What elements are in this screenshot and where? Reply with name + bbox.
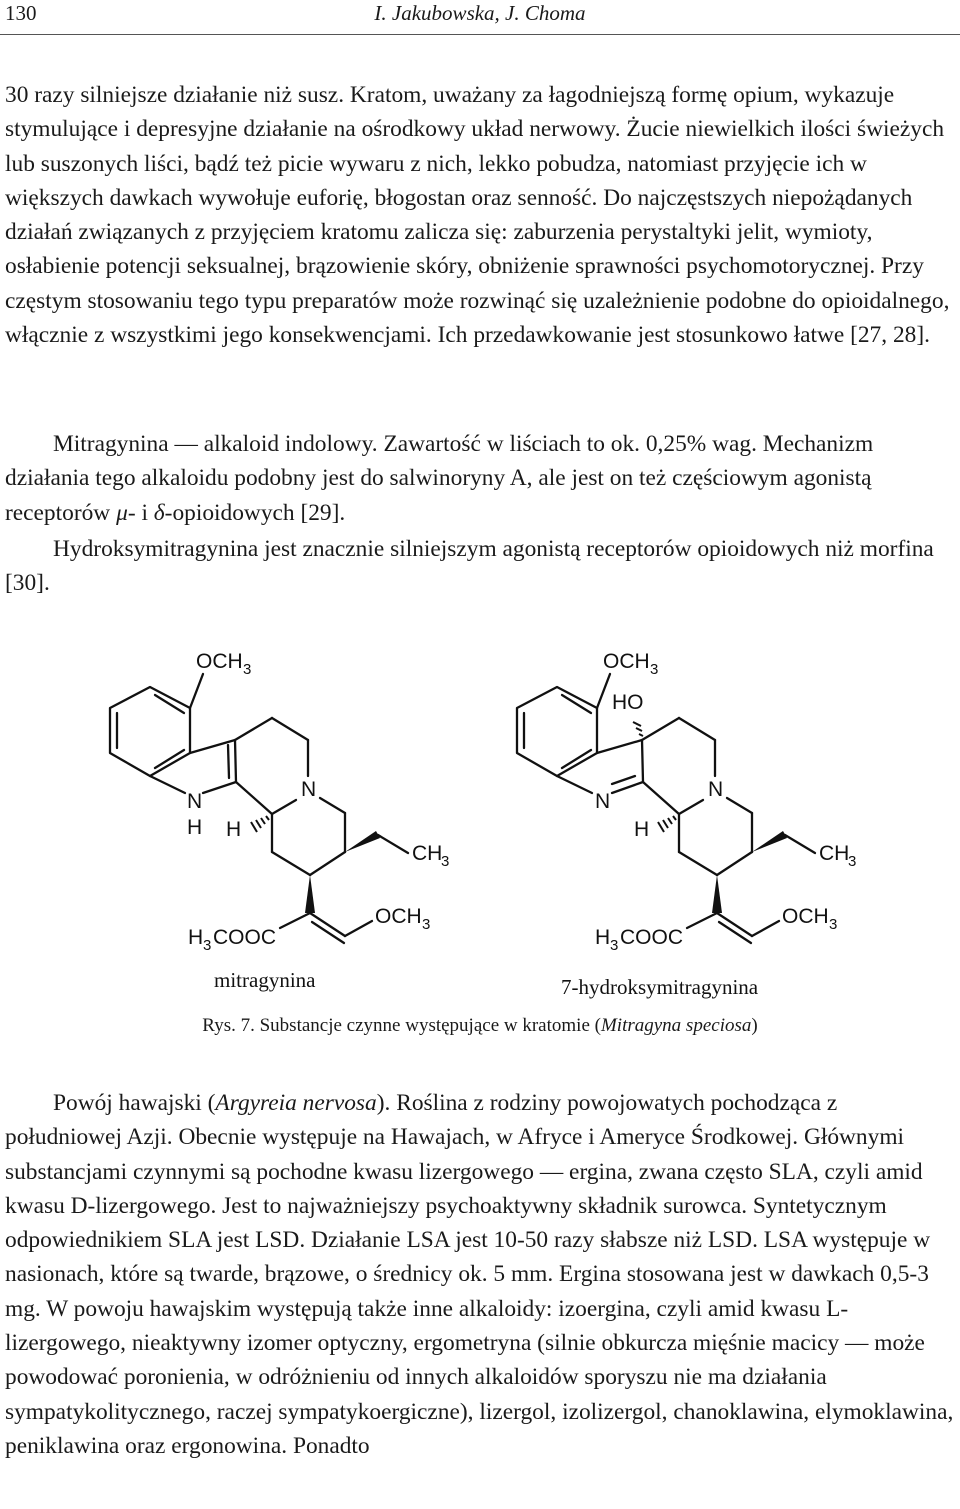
page-header xyxy=(0,0,960,34)
mol1-och3-right: OCH xyxy=(375,905,422,928)
paragraph-mitragynina-end: -opioidowych [29]. xyxy=(164,499,346,526)
paragraph-hydroksymitragynina: Hydroksymitragynina jest znacznie silniejszym agonistą receptorów opioidowych niż morfina [30]. xyxy=(5,536,934,597)
chemical-structures-svg xyxy=(0,630,960,1020)
mol2-och3-right-sub: 3 xyxy=(829,916,838,933)
paragraph-powoj-start: Powój hawajski ( xyxy=(53,1090,216,1116)
mol1-ch3-sub: 3 xyxy=(441,853,450,870)
mu-symbol: μ xyxy=(116,499,128,526)
paragraph-powoj-text: ). Roślina z rodziny powojowatych pochodząca z południowej Azji. Obecnie występuje na Hawajach, w Afryce i Ameryce Środkowej. Głównymi substancjami czynnymi są pochodne kwasu lizergowego — ergina, zwana często SLA, czyli amid kwasu D-lizergowego. Jest to najważniejszy psychoaktywny składnik surowca. Syntetycznym odpowiednikiem SLA jest LSD. Działanie LSA jest 10-50 razy słabsze niż LSD. LSA występuje w nasionach, które są twarde, brązowe, o średnicy ok. 5 mm. Ergina stosowana jest w dawkach 0,5-3 mg. W powoju hawajskim występują także inne alkaloidy: izoergina, czyli amid kwasu L-lizergowego, nieaktywny izomer optyczny, ergometryna (silnie obkurcza mięśnie macicy — może powodować poronienia, w odróżnieniu od innych alkaloidów sporyszu nie ma działania sympatykolitycznego, raczej sympatykoergiczne), lizergol, izolizergol, chanoklawina, elymoklawina, peniklawina oraz ergonowina. Ponadto xyxy=(5,1090,954,1459)
mol1-h-indole: H xyxy=(187,816,203,839)
caption-species: Mitragyna speciosa xyxy=(600,1015,752,1036)
header-rule xyxy=(0,34,960,35)
mol1-och3-right-sub: 3 xyxy=(422,916,431,933)
mol2-och3-top-sub: 3 xyxy=(650,661,659,678)
species-argyreia: Argyreia nervosa xyxy=(215,1090,377,1116)
figure-caption xyxy=(0,1015,960,1037)
running-title: I. Jakubowska, J. Choma xyxy=(374,1,586,25)
mol1-och3-top-sub: 3 xyxy=(243,661,252,678)
mol2-name: 7-hydroksymitragynina xyxy=(561,975,759,999)
hydroksymitragynina-structure xyxy=(517,674,815,943)
caption-suffix: ) xyxy=(751,1015,758,1036)
mol2-ch3: CH xyxy=(819,842,850,865)
mol1-ester-h3: H xyxy=(188,926,204,949)
delta-symbol: δ xyxy=(153,499,165,526)
mol2-och3-top: OCH xyxy=(603,650,650,673)
mol1-ester-cooc: COOC xyxy=(213,926,276,949)
mol1-ch3: CH xyxy=(412,842,443,865)
mol1-n-ring: N xyxy=(301,778,317,801)
mol2-ho: HO xyxy=(612,691,644,714)
mol1-name: mitragynina xyxy=(214,968,316,992)
mol2-n-indole: N xyxy=(595,790,611,813)
figure-structures xyxy=(0,630,960,1020)
caption-prefix: Rys. 7. Substancje czynne występujące w kratomie ( xyxy=(202,1015,601,1036)
paragraph-kratom: 30 razy silniejsze działanie niż susz. Kratom, uważany za łagodniejszą formę opium, wykazuje stymulujące i depresyjne działanie na ośrodkowy układ nerwowy. Żucie niewielkich ilości świeżych lub suszonych liści, bądź też picie wywaru z nich, lekko pobudza, natomiast przyjęcie ich w większych dawkach wywołuje euforię, błogostan oraz senność. Do najczęstszych niepożądanych działań związanych z przyjęciem kratomu zalicza się: zaburzenia perystaltyki jelit, wymioty, osłabienie potencji seksualnej, brązowienie skóry, obniżenie sprawności psychomotorycznej. Przy częstym stosowaniu tego typu preparatów może rozwinąć się uzależnienie podobne do opioidalnego, włącznie z wszystkimi jego konsekwencjami. Ich przedawkowanie jest stosunkowo łatwe [27, 28]. xyxy=(5,82,950,349)
mol2-ch3-sub: 3 xyxy=(848,853,857,870)
mol1-och3-top: OCH xyxy=(196,650,243,673)
mol2-h-stereo: H xyxy=(634,818,650,841)
mol1-ester-h3-sub: 3 xyxy=(203,937,212,954)
mol1-n-indole: N xyxy=(187,790,203,813)
mol2-n-ring: N xyxy=(708,778,724,801)
paragraph-mitragynina-mid: - i xyxy=(127,499,154,526)
paragraph-powoj xyxy=(5,1086,957,1463)
mol2-ester-h3-sub: 3 xyxy=(610,937,619,954)
mol2-och3-right: OCH xyxy=(782,905,829,928)
paragraph-mitragynina xyxy=(5,427,957,530)
mol2-ester-h3: H xyxy=(595,926,611,949)
mol2-ester-cooc: COOC xyxy=(620,926,683,949)
mitragynina-structure xyxy=(110,674,408,943)
paragraph-mitragynina-text: Mitragynina — alkaloid indolowy. Zawartość w liściach to ok. 0,25% wag. Mechanizm działania tego alkaloidu podobny jest do salwinoryny A, ale jest on też częściowym agonistą receptorów xyxy=(5,431,874,526)
page-number: 130 xyxy=(5,1,37,25)
mol1-h-stereo: H xyxy=(226,818,242,841)
